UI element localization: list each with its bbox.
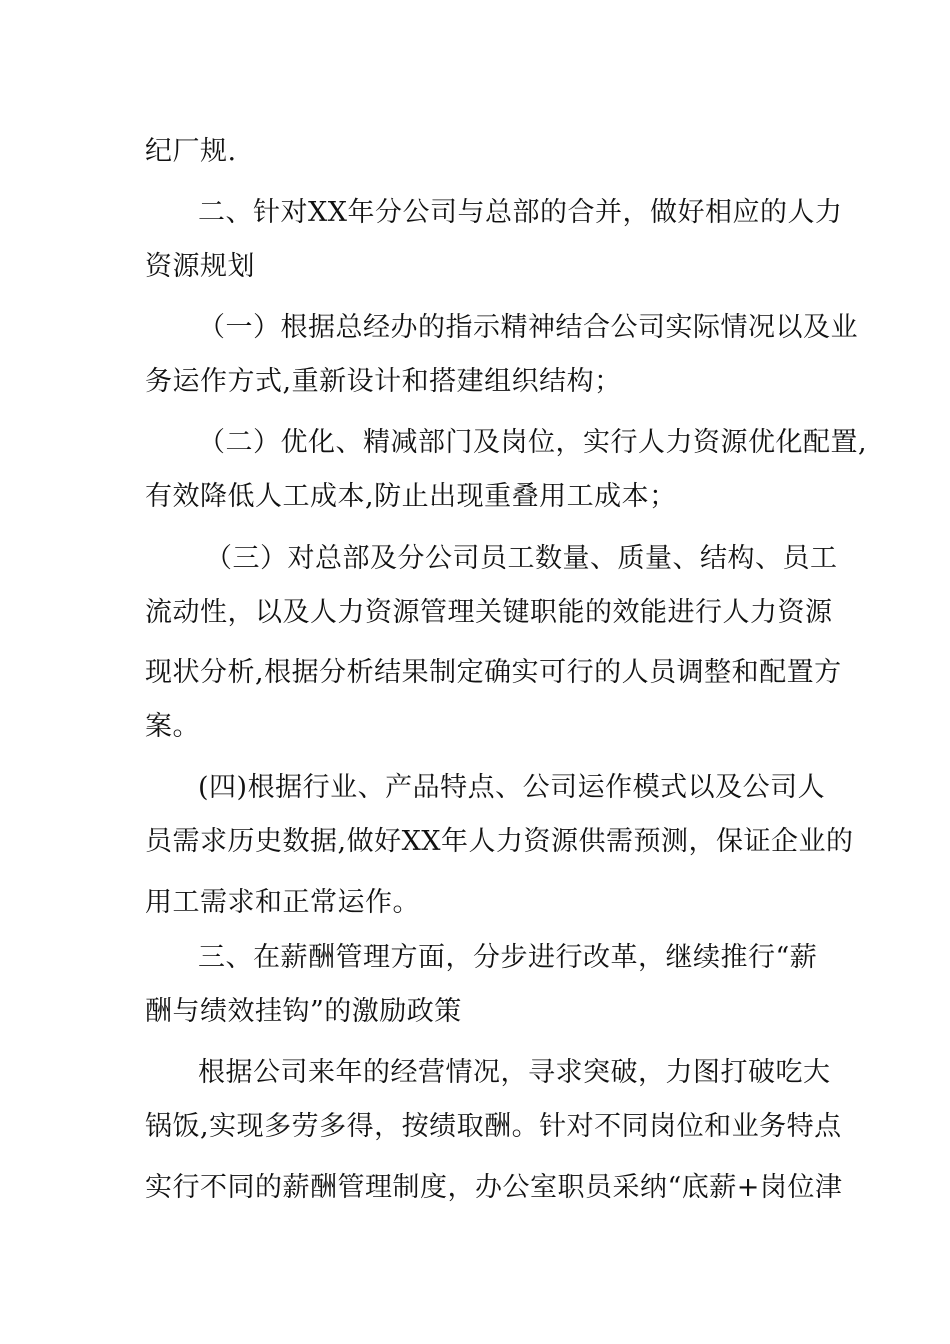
item-4-cont-2: 用工需求和正常运作。 bbox=[145, 887, 420, 918]
item-1-cont: 务运作方式,重新设计和搭建组织结构； bbox=[145, 366, 622, 397]
section-heading-3-cont: 酬与绩效挂钩”的激励政策 bbox=[145, 996, 462, 1027]
item-4: (四)根据行业、产品特点、公司运作模式以及公司人 bbox=[198, 772, 826, 803]
paragraph-line-1: 根据公司来年的经营情况，寻求突破，力图打破吃大 bbox=[198, 1057, 831, 1088]
item-3-cont-3: 案。 bbox=[145, 711, 200, 742]
section-heading-2-cont: 资源规划 bbox=[145, 251, 255, 282]
paragraph-line-3: 实行不同的薪酬管理制度，办公室职员采纳“底薪+岗位津 bbox=[145, 1172, 843, 1203]
item-3: （三）对总部及分公司员工数量、质量、结构、员工 bbox=[205, 543, 838, 574]
section-heading-2: 二、针对XX年分公司与总部的合并，做好相应的人力 bbox=[198, 197, 843, 228]
text-line: 纪厂规. bbox=[145, 136, 237, 167]
item-4-cont-1: 员需求历史数据,做好XX年人力资源供需预测，保证企业的 bbox=[145, 826, 854, 857]
item-3-cont-1: 流动性，以及人力资源管理关键职能的效能进行人力资源 bbox=[145, 597, 833, 628]
item-3-cont-2: 现状分析,根据分析结果制定确实可行的人员调整和配置方 bbox=[145, 657, 842, 688]
item-2-cont: 有效降低人工成本,防止出现重叠用工成本； bbox=[145, 481, 677, 512]
item-2: （二）优化、精减部门及岗位，实行人力资源优化配置, bbox=[198, 427, 868, 458]
paragraph-line-2: 锅饭,实现多劳多得，按绩取酬。针对不同岗位和业务特点 bbox=[145, 1111, 842, 1142]
section-heading-3: 三、在薪酬管理方面，分步进行改革，继续推行“薪 bbox=[198, 942, 818, 973]
item-1: （一）根据总经办的指示精神结合公司实际情况以及业 bbox=[198, 312, 858, 343]
